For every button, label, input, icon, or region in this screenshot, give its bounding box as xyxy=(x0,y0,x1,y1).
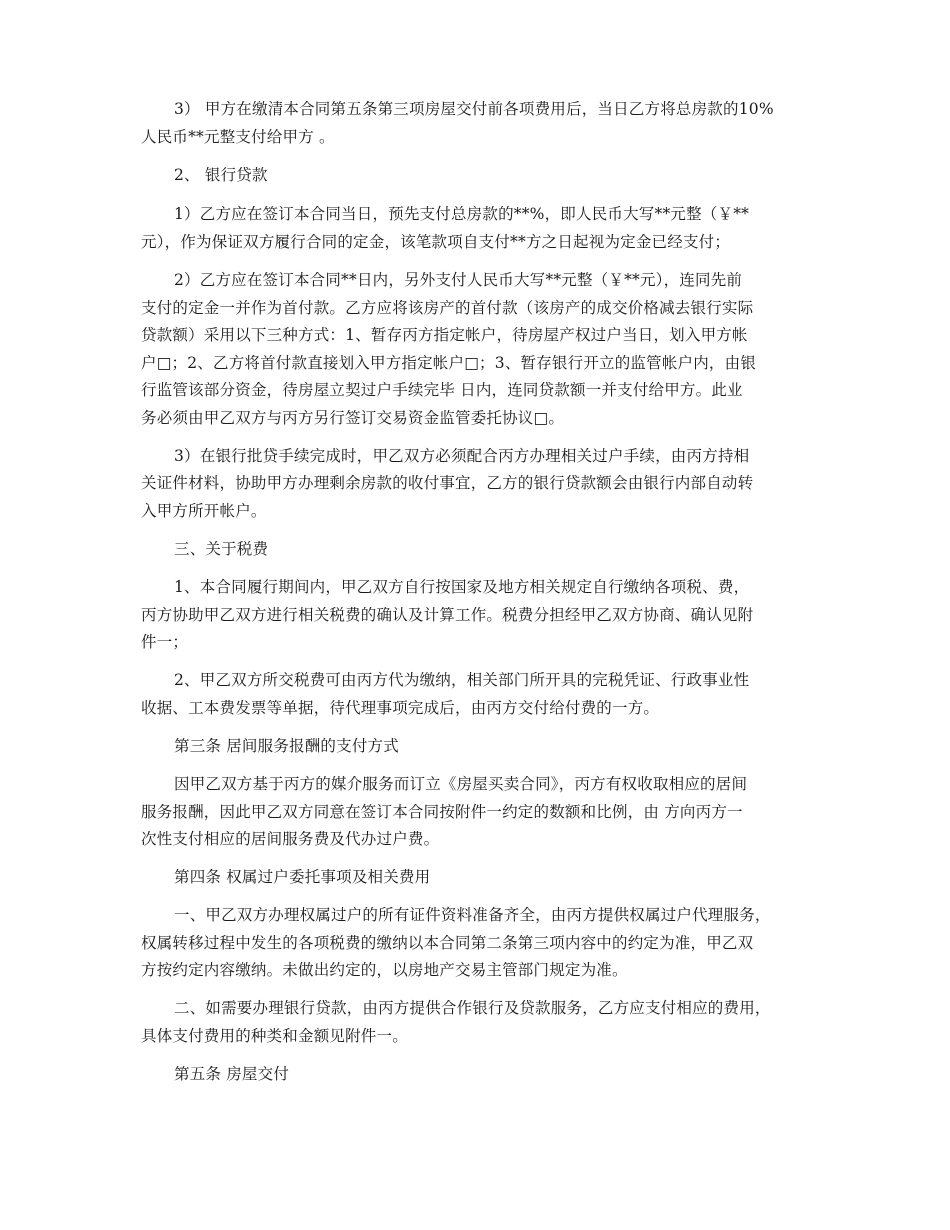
paragraph-line: 贷款额）采用以下三种方式：1、暂存丙方指定帐户，待房屋产权过户当日，划入甲方帐 xyxy=(141,326,748,344)
paragraph-line: 3）在银行批贷手续完成时，甲乙双方必须配合丙方办理相关过户手续，由丙方持相 xyxy=(174,447,750,465)
paragraph-line: 户□；2、乙方将首付款直接划入甲方指定帐户□；3、暂存银行开立的监管帐户内，由银 xyxy=(141,354,757,372)
paragraph-line: 2、甲乙双方所交税费可由丙方代为缴纳，相关部门所开具的完税凭证、行政事业性 xyxy=(174,671,750,689)
paragraph-line: 关证件材料，协助甲方办理剩余房款的收付事宜，乙方的银行贷款额会由银行内部自动转 xyxy=(141,474,754,492)
paragraph-line: 1、本合同履行期间内，甲乙双方自行按国家及地方相关规定自行缴纳各项税、费， xyxy=(174,578,750,596)
paragraph-line: 一、甲乙双方办理权属过户的所有证件资料准备齐全，由丙方提供权属过户代理服务， xyxy=(174,906,771,924)
article-heading: 第五条 房屋交付 xyxy=(174,1065,290,1083)
paragraph-line: 具体支付费用的种类和金额见附件一。 xyxy=(141,1027,408,1045)
paragraph-line: 丙方协助甲乙双方进行相关税费的确认及计算工作。税费分担经甲乙双方协商、确认见附 xyxy=(141,606,754,624)
paragraph-line: 人民币**元整支付给甲方 。 xyxy=(141,128,335,146)
section-heading: 2、 银行贷款 xyxy=(174,166,268,184)
paragraph-line: 入甲方所开帐户。 xyxy=(141,502,267,520)
paragraph-line: 行监管该部分资金，待房屋立契过户手续完毕 日内，连同贷款额一并支付给甲方。此业 xyxy=(141,381,743,399)
paragraph-line: 收据、工本费发票等单据，待代理事项完成后，由丙方交付给付费的一方。 xyxy=(141,699,660,717)
paragraph-line: 权属转移过程中发生的各项税费的缴纳以本合同第二条第三项内容中的约定为准，甲乙双 xyxy=(141,934,754,952)
paragraph-line: 1）乙方应在签订本合同当日，预先支付总房款的**%，即人民币大写**元整（￥** xyxy=(174,205,750,223)
paragraph-line: 2）乙方应在签订本合同**日内，另外支付人民币大写**元整（￥**元），连同先前 xyxy=(174,271,743,289)
paragraph-line: 方按约定内容缴纳。未做出约定的，以房地产交易主管部门规定为准。 xyxy=(141,961,628,979)
paragraph-line: 元），作为保证双方履行合同的定金，该笔款项自支付**方之日起视为定金已经支付； xyxy=(141,233,731,251)
article-heading: 第三条 居间服务报酬的支付方式 xyxy=(174,737,399,755)
paragraph-line: 因甲乙双方基于丙方的媒介服务而订立《房屋买卖合同》，丙方有权收取相应的居间 xyxy=(174,775,748,793)
paragraph-line: 务必须由甲乙双方与丙方另行签订交易资金监管委托协议□。 xyxy=(141,409,565,427)
paragraph-line: 件一； xyxy=(141,633,189,651)
paragraph-line: 二、如需要办理银行贷款，由丙方提供合作银行及贷款服务，乙方应支付相应的费用， xyxy=(174,999,771,1017)
paragraph-line: 3） 甲方在缴清本合同第五条第三项房屋交付前各项费用后，当日乙方将总房款的10% xyxy=(174,100,774,118)
section-heading: 三、关于税费 xyxy=(174,540,269,558)
paragraph-line: 支付的定金一并作为首付款。乙方应将该房产的首付款（该房产的成交价格减去银行实际 xyxy=(141,299,754,317)
article-heading: 第四条 权属过户委托事项及相关费用 xyxy=(174,868,431,886)
paragraph-line: 次性支付相应的居间服务费及代办过户费。 xyxy=(141,830,440,848)
paragraph-line: 服务报酬，因此甲乙双方同意在签订本合同按附件一约定的数额和比例，由 方向丙方一 xyxy=(141,803,743,821)
